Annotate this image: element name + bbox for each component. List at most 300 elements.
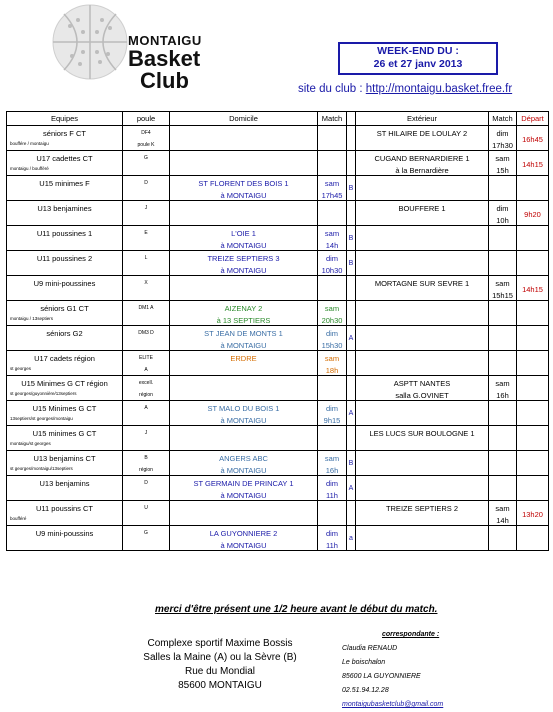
- poule-cell: [123, 126, 170, 151]
- home-cell: [170, 201, 318, 226]
- home-match-time: 20h30: [321, 316, 343, 325]
- hall-cell: [347, 126, 356, 151]
- team-cell: [7, 251, 123, 276]
- away-cell: [356, 226, 489, 251]
- home-venue: à MONTAIGU: [220, 191, 267, 200]
- home-match-day: sam: [324, 454, 340, 463]
- home-match-cell: [318, 276, 347, 301]
- table-row: [7, 201, 549, 226]
- away-match-day: dim: [496, 129, 509, 138]
- away-match-day: sam: [495, 279, 510, 288]
- site-prefix: site du club :: [298, 83, 366, 95]
- hall-cell: [347, 501, 356, 526]
- away-match-cell: [489, 451, 517, 476]
- poule-cell: [123, 226, 170, 251]
- weekend-dates: 26 et 27 janv 2013: [373, 58, 463, 70]
- team-cell: [7, 151, 123, 176]
- poule-cell: [123, 326, 170, 351]
- away-opponent: LES LUCS SUR BOULOGNE 1: [369, 429, 475, 438]
- away-cell: [356, 476, 489, 501]
- depart-time: 13h20: [522, 510, 543, 519]
- table-row: [7, 126, 549, 151]
- poule-cell: [123, 151, 170, 176]
- home-match-day: sam: [324, 354, 340, 363]
- depart-cell: [517, 351, 549, 376]
- table-row: [7, 501, 549, 526]
- away-match-time: 14h: [496, 516, 509, 525]
- team-name: U17 cadets région: [34, 354, 95, 363]
- away-match-cell: [489, 326, 517, 351]
- team-cell: [7, 526, 123, 551]
- away-opponent: CUGAND BERNARDIERE 1: [374, 154, 470, 163]
- away-match-day: dim: [496, 204, 509, 213]
- poule-line-2: poule K: [137, 142, 155, 148]
- depart-time: 14h15: [522, 285, 543, 294]
- correspondant-line: 02.51.94.12.28: [342, 687, 389, 694]
- home-match-cell: [318, 301, 347, 326]
- home-cell: [170, 526, 318, 551]
- poule-line-1: L: [144, 255, 148, 261]
- poule-line-1: DM1 A: [138, 305, 154, 311]
- home-opponent: ST MALO DU BOIS 1: [207, 404, 280, 413]
- home-cell: [170, 376, 318, 401]
- schedule-table: [6, 111, 549, 551]
- home-cell: [170, 451, 318, 476]
- col-depart: Départ: [517, 112, 549, 126]
- team-name: U9 mini-poussines: [33, 279, 96, 288]
- away-match-cell: [489, 526, 517, 551]
- team-cell: [7, 476, 123, 501]
- table-header-row: [7, 112, 549, 126]
- away-match-cell: [489, 176, 517, 201]
- club-logo: [50, 2, 200, 102]
- depart-cell: [517, 201, 549, 226]
- home-match-time: 18h: [325, 366, 339, 375]
- poule-line-1: E: [144, 230, 148, 236]
- hall-cell: B: [347, 451, 356, 476]
- away-match-day: sam: [495, 504, 510, 513]
- team-cell: [7, 326, 123, 351]
- away-cell: [356, 526, 489, 551]
- home-opponent: ANGERS ABC: [219, 454, 268, 463]
- weekend-title: WEEK-END DU :: [377, 45, 459, 57]
- home-match-day: sam: [324, 304, 340, 313]
- team-clubs: bouffére / montaigu: [10, 141, 49, 146]
- notice-text: merci d'être présent une 1/2 heure avant le début du match.: [155, 604, 438, 615]
- home-match-day: dim: [325, 254, 339, 263]
- depart-cell: [517, 451, 549, 476]
- home-cell: [170, 176, 318, 201]
- home-match-time: 17h45: [321, 191, 343, 200]
- away-match-day: sam: [495, 379, 510, 388]
- team-name: U15 Minimes G CT région: [21, 379, 108, 388]
- team-clubs: st georges/montaigu/13septiers: [10, 466, 73, 471]
- poule-cell: [123, 476, 170, 501]
- col-domicile: Domicile: [170, 112, 318, 126]
- home-opponent: AIZENAY 2: [224, 304, 263, 313]
- home-match-cell: [318, 326, 347, 351]
- team-cell: [7, 176, 123, 201]
- site-link[interactable]: http://montaigu.basket.free.fr: [365, 83, 513, 95]
- table-row: [7, 526, 549, 551]
- away-cell: [356, 401, 489, 426]
- team-name: U13 benjamines: [37, 204, 92, 213]
- poule-line-2: région: [139, 467, 153, 473]
- home-match-cell: [318, 451, 347, 476]
- depart-cell: [517, 401, 549, 426]
- home-match-time: 11h: [326, 541, 338, 550]
- hall-cell: [347, 301, 356, 326]
- poule-line-1: J: [144, 205, 148, 211]
- col-home-match: Match: [318, 112, 347, 126]
- team-clubs: montaigu / 13septiers: [10, 316, 54, 321]
- team-name: séniors G2: [46, 329, 83, 338]
- table-row: [7, 151, 549, 176]
- home-cell: [170, 426, 318, 451]
- poule-line-1: A: [144, 405, 148, 411]
- home-match-time: 9h15: [323, 416, 341, 425]
- home-match-cell: [318, 201, 347, 226]
- hall-cell: B: [347, 176, 356, 201]
- team-cell: [7, 276, 123, 301]
- poule-line-1: G: [144, 155, 148, 161]
- home-opponent: ERDRE: [230, 354, 257, 363]
- poule-cell: [123, 451, 170, 476]
- depart-cell: [517, 126, 549, 151]
- away-cell: [356, 301, 489, 326]
- venue-line: 85600 MONTAIGU: [178, 680, 262, 691]
- team-clubs: montaigu / boufféré: [10, 166, 49, 171]
- table-row: [7, 426, 549, 451]
- hall-cell: [347, 276, 356, 301]
- home-cell: [170, 126, 318, 151]
- poule-line-1: excell.: [138, 380, 154, 386]
- correspondant-title: correspondante :: [382, 631, 440, 638]
- away-opponent: ASPTT NANTES: [393, 379, 451, 388]
- home-opponent: TREIZE SEPTIERS 3: [207, 254, 280, 263]
- depart-cell: [517, 326, 549, 351]
- poule-line-1: U: [144, 505, 148, 511]
- home-match-time: 11h: [326, 491, 338, 500]
- logo-wordmark: [128, 34, 202, 92]
- home-venue: à 13 SEPTIERS: [216, 316, 271, 325]
- away-opponent: TREIZE SEPTIERS 2: [385, 504, 459, 513]
- poule-cell: [123, 526, 170, 551]
- depart-time: 14h15: [522, 160, 543, 169]
- home-cell: [170, 401, 318, 426]
- poule-line-2: région: [139, 392, 153, 398]
- away-match-cell: [489, 276, 517, 301]
- logo-line-2: Basket: [128, 46, 201, 71]
- home-opponent: LA GUYONNIERE 2: [209, 529, 278, 538]
- table-row: [7, 176, 549, 201]
- team-clubs: st georges/guyonnière/13septiers: [10, 391, 77, 396]
- home-match-cell: [318, 351, 347, 376]
- home-match-cell: [318, 376, 347, 401]
- away-match-cell: [489, 351, 517, 376]
- away-opponent: MORTAGNE SUR SEVRE 1: [374, 279, 470, 288]
- team-name: U15 minimes G CT: [32, 429, 97, 438]
- team-name: U13 benjamins: [39, 479, 90, 488]
- away-cell: [356, 201, 489, 226]
- away-match-cell: [489, 376, 517, 401]
- home-cell: [170, 151, 318, 176]
- home-match-time: 10h30: [321, 266, 343, 275]
- table-row: [7, 351, 549, 376]
- poule-cell: [123, 376, 170, 401]
- team-name: U17 cadettes CT: [36, 154, 93, 163]
- away-cell: [356, 251, 489, 276]
- home-match-day: dim: [325, 329, 339, 338]
- club-site: [298, 83, 512, 95]
- home-cell: [170, 276, 318, 301]
- home-venue: à MONTAIGU: [220, 416, 267, 425]
- hall-cell: [347, 151, 356, 176]
- poule-line-1: B: [144, 455, 148, 461]
- team-cell: [7, 401, 123, 426]
- correspondant-line: Claudia RENAUD: [342, 645, 398, 652]
- team-clubs: boufféré: [10, 516, 27, 521]
- hall-cell: A: [347, 401, 356, 426]
- home-cell: [170, 351, 318, 376]
- venue-line: Complexe sportif Maxime Bossis: [147, 638, 293, 649]
- home-match-day: dim: [325, 479, 339, 488]
- home-cell: [170, 251, 318, 276]
- away-match-cell: [489, 226, 517, 251]
- home-match-cell: [318, 426, 347, 451]
- venue-line: Rue du Mondial: [184, 666, 256, 677]
- depart-cell: [517, 151, 549, 176]
- home-venue: à MONTAIGU: [220, 541, 267, 550]
- away-opponent: BOUFFERE 1: [398, 204, 446, 213]
- depart-cell: [517, 301, 549, 326]
- depart-cell: [517, 176, 549, 201]
- team-cell: [7, 226, 123, 251]
- depart-cell: [517, 526, 549, 551]
- team-name: U15 Minimes G CT: [32, 404, 97, 413]
- away-cell: [356, 151, 489, 176]
- home-match-cell: [318, 526, 347, 551]
- depart-time: 16h45: [522, 135, 543, 144]
- away-match-time: 16h: [496, 391, 509, 400]
- col-salle: [347, 112, 356, 126]
- away-match-cell: [489, 401, 517, 426]
- team-name: U13 benjamins CT: [33, 454, 96, 463]
- home-venue: à MONTAIGU: [220, 241, 267, 250]
- away-cell: [356, 326, 489, 351]
- hall-cell: A: [347, 476, 356, 501]
- table-row: [7, 326, 549, 351]
- team-cell: [7, 201, 123, 226]
- home-match-cell: [318, 151, 347, 176]
- table-row: [7, 376, 549, 401]
- table-row: [7, 301, 549, 326]
- poule-cell: [123, 501, 170, 526]
- depart-time: 9h20: [524, 210, 541, 219]
- home-opponent: ST FLORENT DES BOIS 1: [198, 179, 289, 188]
- away-match-cell: [489, 426, 517, 451]
- away-cell: [356, 126, 489, 151]
- away-match-time: 10h: [496, 216, 509, 225]
- away-match-cell: [489, 126, 517, 151]
- weekend-box: [338, 42, 498, 75]
- home-opponent: L'OIE 1: [231, 229, 256, 238]
- poule-cell: [123, 176, 170, 201]
- home-match-cell: [318, 176, 347, 201]
- basketball-icon: [50, 2, 130, 82]
- poule-line-1: J: [144, 430, 148, 436]
- hall-cell: [347, 426, 356, 451]
- home-opponent: ST JEAN DE MONTS 1: [204, 329, 283, 338]
- away-match-time: 17h30: [492, 141, 513, 150]
- col-equipes: Equipes: [7, 112, 123, 126]
- poule-line-1: DM3 D: [138, 330, 154, 336]
- home-match-day: sam: [324, 179, 340, 188]
- col-poule: poule: [123, 112, 170, 126]
- poule-line-1: D: [144, 180, 148, 186]
- poule-cell: [123, 251, 170, 276]
- hall-cell: a: [347, 526, 356, 551]
- home-match-cell: [318, 226, 347, 251]
- home-cell: [170, 476, 318, 501]
- team-cell: [7, 451, 123, 476]
- poule-line-1: G: [144, 530, 148, 536]
- team-clubs: 13septiers/st georges/montaigu: [10, 416, 73, 421]
- poule-cell: [123, 401, 170, 426]
- away-cell: [356, 176, 489, 201]
- depart-cell: [517, 226, 549, 251]
- home-match-cell: [318, 476, 347, 501]
- depart-cell: [517, 476, 549, 501]
- hall-cell: B: [347, 226, 356, 251]
- team-cell: [7, 126, 123, 151]
- table-row: [7, 226, 549, 251]
- away-match-time: 15h: [496, 166, 509, 175]
- venue-block: [120, 637, 320, 693]
- hall-cell: [347, 351, 356, 376]
- home-cell: [170, 501, 318, 526]
- home-opponent: ST GERMAIN DE PRINCAY 1: [193, 479, 294, 488]
- home-venue: à MONTAIGU: [220, 466, 267, 475]
- poule-cell: [123, 301, 170, 326]
- depart-cell: [517, 376, 549, 401]
- away-opponent: ST HILAIRE DE LOULAY 2: [376, 129, 468, 138]
- team-cell: [7, 301, 123, 326]
- home-match-cell: [318, 251, 347, 276]
- home-match-cell: [318, 126, 347, 151]
- poule-cell: [123, 201, 170, 226]
- home-cell: [170, 326, 318, 351]
- hall-cell: [347, 376, 356, 401]
- home-match-time: 14h: [325, 241, 339, 250]
- away-match-cell: [489, 251, 517, 276]
- col-exterieur: Extérieur: [356, 112, 489, 126]
- away-match-cell: [489, 301, 517, 326]
- logo-line-3: Club: [140, 68, 189, 93]
- hall-cell: [347, 201, 356, 226]
- home-match-time: 16h: [325, 466, 339, 475]
- home-cell: [170, 226, 318, 251]
- venue-line: Salles la Maine (A) ou la Sèvre (B): [143, 652, 297, 663]
- depart-cell: [517, 426, 549, 451]
- correspondant-block: [342, 628, 443, 712]
- depart-cell: [517, 276, 549, 301]
- correspondant-line: Le boischalon: [342, 659, 386, 666]
- away-venue: salla G.OVINET: [395, 391, 449, 400]
- hall-cell: B: [347, 251, 356, 276]
- hall-cell: A: [347, 326, 356, 351]
- correspondant-email[interactable]: montaigubasketclub@gmail.com: [342, 701, 444, 708]
- away-cell: [356, 451, 489, 476]
- poule-line-1: X: [144, 280, 148, 286]
- depart-cell: [517, 251, 549, 276]
- home-venue: à MONTAIGU: [220, 266, 267, 275]
- correspondant-line: 85600 LA GUYONNIERE: [342, 673, 421, 680]
- team-clubs: montaigu/st georges: [10, 441, 51, 446]
- col-away-match: Match: [489, 112, 517, 126]
- team-name: U15 minimes F: [39, 179, 90, 188]
- home-venue: à MONTAIGU: [220, 341, 267, 350]
- poule-line-1: ELITE: [139, 355, 153, 361]
- table-row: [7, 401, 549, 426]
- team-cell: [7, 376, 123, 401]
- depart-cell: [517, 501, 549, 526]
- table-row: [7, 251, 549, 276]
- poule-cell: [123, 276, 170, 301]
- team-name: U9 mini-poussins: [35, 529, 94, 538]
- away-match-cell: [489, 201, 517, 226]
- poule-line-1: D: [144, 480, 148, 486]
- away-cell: [356, 426, 489, 451]
- home-cell: [170, 301, 318, 326]
- away-venue: à la Bernardière: [395, 166, 449, 175]
- home-match-time: 15h30: [321, 341, 343, 350]
- away-match-time: 15h15: [492, 291, 513, 300]
- team-name: U11 poussins CT: [36, 504, 93, 513]
- away-match-day: sam: [495, 154, 510, 163]
- away-cell: [356, 501, 489, 526]
- team-name: U11 poussines 1: [36, 229, 93, 238]
- poule-line-2: A: [144, 367, 148, 373]
- table-row: [7, 476, 549, 501]
- away-match-cell: [489, 501, 517, 526]
- away-match-cell: [489, 151, 517, 176]
- away-cell: [356, 376, 489, 401]
- home-match-cell: [318, 501, 347, 526]
- team-name: U11 poussines 2: [36, 254, 93, 263]
- home-match-day: sam: [324, 229, 340, 238]
- team-name: séniors G1 CT: [40, 304, 89, 313]
- home-venue: à MONTAIGU: [220, 491, 267, 500]
- table-row: [7, 276, 549, 301]
- away-cell: [356, 351, 489, 376]
- team-cell: [7, 426, 123, 451]
- home-match-cell: [318, 401, 347, 426]
- poule-cell: [123, 426, 170, 451]
- poule-line-1: DF4: [141, 130, 151, 136]
- away-match-cell: [489, 476, 517, 501]
- team-cell: [7, 501, 123, 526]
- logo-line-1: MONTAIGU: [128, 33, 202, 48]
- team-cell: [7, 351, 123, 376]
- poule-cell: [123, 351, 170, 376]
- home-match-day: dim: [325, 404, 339, 413]
- home-match-day: dim: [325, 529, 339, 538]
- away-cell: [356, 276, 489, 301]
- team-name: séniors F CT: [43, 129, 86, 138]
- team-clubs: st georges: [10, 366, 32, 371]
- table-row: [7, 451, 549, 476]
